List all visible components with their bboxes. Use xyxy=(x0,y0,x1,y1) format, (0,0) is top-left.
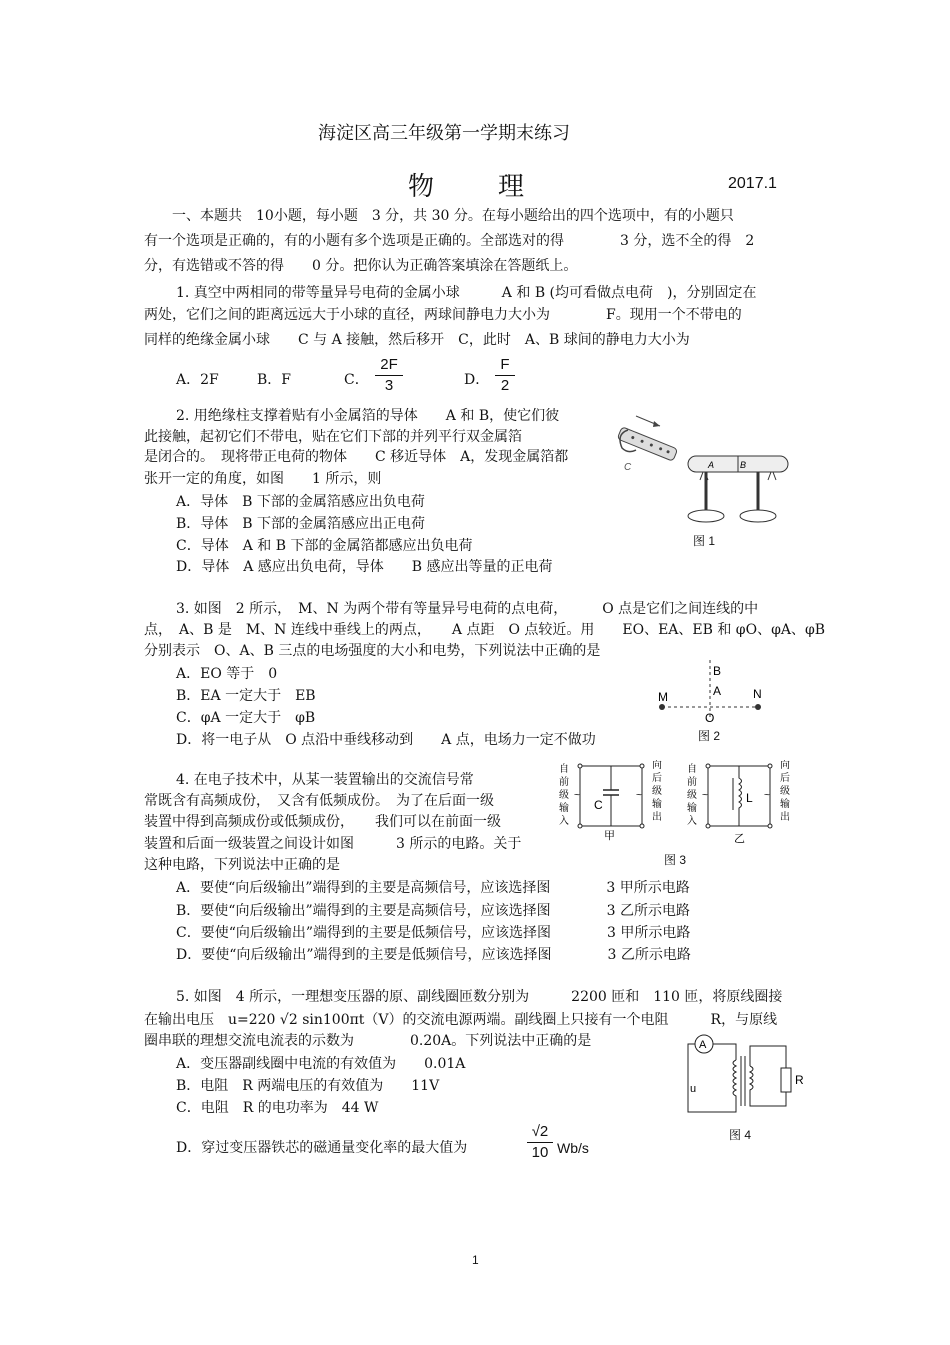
fraction-numerator: 2F xyxy=(375,355,403,376)
option-d-unit: Wb/s xyxy=(557,1140,589,1156)
question-text-line: 在输出电压 u=220 √2 sin100πt（V）的交流电源两端。副线圈上只接有一个电阻 R，与原线 xyxy=(144,1012,778,1028)
svg-text:~: ~ xyxy=(574,790,580,801)
point-charge-m xyxy=(659,704,665,710)
figure-3-yi-circuit xyxy=(684,760,796,846)
fig2-label-a: A xyxy=(713,684,722,698)
question-text-line: 4. 在电子技术中，从某一装置输出的交流信号常 xyxy=(176,772,474,788)
option-d: D．导体 A 感应出负电荷，导体 B 感应出等量的正电荷 xyxy=(176,559,553,575)
option-c: C．导体 A 和 B 下部的金属箔都感应出负电荷 xyxy=(176,538,473,554)
question-text-line: 1. 真空中两相同的带等量异号电荷的金属小球 A 和 B (均可看做点电荷 )，分别固定在 xyxy=(176,285,757,301)
option-d: D．将一电子从 O 点沿中垂线移动到 A 点，电场力一定不做功 xyxy=(176,732,596,748)
fraction-denominator: 3 xyxy=(384,377,394,394)
option-d-fraction xyxy=(527,1122,553,1163)
point-charge-n xyxy=(755,704,761,710)
figure-3-caption: 图 3 xyxy=(664,853,687,867)
fig3-input-label: 自前级输入 xyxy=(687,764,697,827)
fraction-numerator: √2 xyxy=(527,1122,553,1143)
option-a: A．2F xyxy=(176,372,219,388)
question-text-line: 两处，它们之间的距离远远大于小球的直径，两球间静电力大小为 F。现用一个不带电的 xyxy=(144,307,742,323)
fig4-label-u: u xyxy=(690,1083,697,1095)
fig2-label-b: B xyxy=(713,664,722,678)
figure-2-charges xyxy=(650,658,770,726)
option-b: B．EA 一定大于 EB xyxy=(176,688,316,704)
fig3-label-c: C xyxy=(594,798,603,812)
option-a: A．变压器副线圈中电流的有效值为 0.01A xyxy=(176,1056,466,1072)
figure-4-transformer xyxy=(680,1032,810,1122)
option-a: A．EO 等于 0 xyxy=(176,666,278,682)
question-text-line: 圈串联的理想交流电流表的示数为 0.20A。下列说法中正确的是 xyxy=(144,1033,592,1049)
option-b: B．F xyxy=(257,372,292,388)
option-b: B．要使“向后级输出”端得到的主要是高频信号，应该选择图 3 乙所示电路 xyxy=(176,903,690,919)
option-d-fraction xyxy=(495,355,515,396)
fraction-denominator: 10 xyxy=(531,1144,549,1161)
fig1-label-c: C xyxy=(624,462,632,473)
option-c: C．要使“向后级输出”端得到的主要是低频信号，应该选择图 3 甲所示电路 xyxy=(176,925,691,941)
question-text-line: 3. 如图 2 所示， M、N 为两个带有等量异号电荷的点电荷， O 点是它们之间连线的中 xyxy=(176,601,759,617)
option-c: C． xyxy=(344,372,369,388)
fraction-denominator: 2 xyxy=(500,377,510,394)
option-c: C．φA 一定大于 φB xyxy=(176,710,316,726)
question-text-line: 2. 用绝缘柱支撑着贴有小金属箔的导体 A 和 B，使它们彼 xyxy=(176,408,560,424)
fraction-numerator: F xyxy=(495,355,515,376)
fig3-output-label: 向后级输出 xyxy=(652,760,662,823)
svg-text:~: ~ xyxy=(702,790,708,801)
svg-text:~: ~ xyxy=(636,790,642,801)
resistor-icon xyxy=(781,1068,791,1092)
question-text-line: 点， A、B 是 M、N 连线中垂线上的两点， A 点距 O 点较近。用 EO、EA、EB 和 φO、φA、φB xyxy=(144,622,826,638)
option-b: B．导体 B 下部的金属箔感应出正电荷 xyxy=(176,516,426,532)
question-text-line: 此接触，起初它们不带电，贴在它们下部的并列平行双金属箔 xyxy=(144,429,522,445)
charged-rod-icon xyxy=(617,427,678,462)
subject-title: 物 理 xyxy=(408,172,529,202)
question-text-line: 装置中得到高频成份或低频成份， 我们可以在前面一级 xyxy=(144,814,501,830)
fig3-label-jia: 甲 xyxy=(604,830,615,842)
question-text-line: 装置和后面一级装置之间设计如图 3 所示的电路。关于 xyxy=(144,836,522,852)
figure-2-caption: 图 2 xyxy=(698,729,721,743)
page-title: 海淀区高三年级第一学期末练习 xyxy=(318,123,570,144)
question-text-line: 张开一定的角度，如图 1 所示，则 xyxy=(144,471,382,487)
fig1-label-b: B xyxy=(740,460,747,470)
question-text-line: 同样的绝缘金属小球 C 与 A 接触，然后移开 C，此时 A、B 球间的静电力大小为 xyxy=(144,332,690,348)
fig4-label-r: R xyxy=(795,1073,804,1087)
figure-1-caption: 图 1 xyxy=(693,534,716,548)
option-d: D．要使“向后级输出”端得到的主要是低频信号，应该选择图 3 乙所示电路 xyxy=(176,947,691,963)
option-a: A．要使“向后级输出”端得到的主要是高频信号，应该选择图 3 甲所示电路 xyxy=(176,880,690,896)
fig3-label-yi: 乙 xyxy=(734,833,745,845)
fig3-output-label: 向后级输出 xyxy=(780,760,790,823)
question-text-line: 是闭合的。 现将带正电荷的物体 C 移近导体 A，发现金属箔都 xyxy=(144,449,569,465)
question-text-line: 分别表示 O、A、B 三点的电场强度的大小和电势，下列说法中正确的是 xyxy=(144,643,601,659)
fig2-label-n: N xyxy=(753,687,762,701)
intro-line: 分，有选错或不答的得 0 分。把你认为正确答案填涂在答题纸上。 xyxy=(144,258,578,274)
exam-date: 2017.1 xyxy=(728,175,777,192)
fig3-input-label: 自前级输入 xyxy=(559,764,569,827)
option-a: A．导体 B 下部的金属箔感应出负电荷 xyxy=(176,494,425,510)
figure-1-conductors xyxy=(608,408,793,528)
figure-4-caption: 图 4 xyxy=(729,1128,752,1142)
svg-text:~: ~ xyxy=(764,790,770,801)
option-d: D．穿过变压器铁芯的磁通量变化率的最大值为 xyxy=(176,1140,468,1156)
figure-3-jia-circuit xyxy=(556,760,668,842)
question-text-line: 5. 如图 4 所示，一理想变压器的原、副线圈匝数分别为 2200 匝和 110 匝，将原线圈接 xyxy=(176,989,783,1005)
fig3-label-l: L xyxy=(746,791,753,805)
intro-line: 有一个选项是正确的，有的小题有多个选项是正确的。全部选对的得 3 分，选不全的得 2 xyxy=(144,233,755,249)
option-b: B．电阻 R 两端电压的有效值为 11V xyxy=(176,1078,440,1094)
question-text-line: 常既含有高频成份， 又含有低频成份。 为了在后面一级 xyxy=(144,793,494,809)
intro-line: 一、本题共 10小题，每小题 3 分，共 30 分。在每小题给出的四个选项中，有的小题只 xyxy=(172,208,734,224)
fig4-label-ammeter: A xyxy=(699,1039,707,1051)
question-text-line: 这种电路，下列说法中正确的是 xyxy=(144,857,340,873)
page-number: 1 xyxy=(472,1253,479,1267)
option-c-fraction xyxy=(375,355,403,396)
fig2-label-m: M xyxy=(658,690,668,704)
fig2-label-o: O xyxy=(705,711,715,725)
option-c: C．电阻 R 的电功率为 44 W xyxy=(176,1100,379,1116)
fig1-label-a: A xyxy=(708,460,715,470)
option-d: D． xyxy=(464,372,490,388)
